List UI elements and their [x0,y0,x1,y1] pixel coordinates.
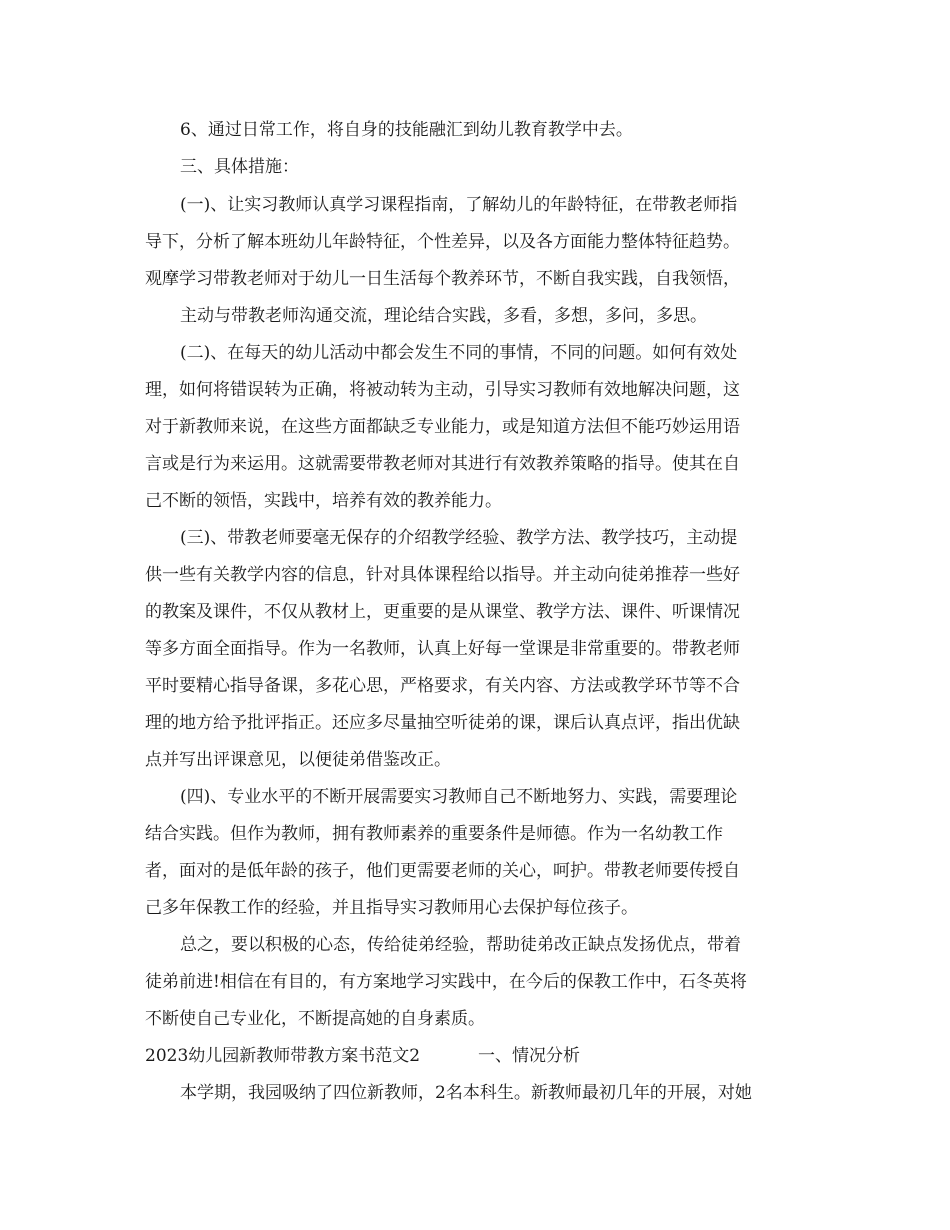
text-line: 不断使自己专业化，不断提高她的自身素质。 [145,1009,485,1029]
text-line: 结合实践。但作为教师，拥有教师素养的重要条件是师德。作为一名幼教工作 [145,824,723,844]
text-line: 总之，要以积极的心态，传给徒弟经验，帮助徒弟改正缺点发扬优点，带着 [180,935,741,955]
text-line: 者，面对的是低年龄的孩子，他们更需要老师的关心，呵护。带教老师要传授自 [145,861,740,881]
document-title: 2023幼儿园新教师带教方案书范文2 [145,1046,421,1066]
text-line: 观摩学习带教老师对于幼儿一日生活每个教养环节，不断自我实践，自我领悟， [145,269,740,289]
text-line: 导下，分析了解本班幼儿年龄特征，个性差异，以及各方面能力整体特征趋势。 [145,232,740,252]
text-line: 言或是行为来运用。这就需要带教老师对其进行有效教养策略的指导。使其在自 [145,454,740,474]
section-heading: 一、情况分析 [478,1046,580,1066]
text-line: (二)、在每天的幼儿活动中都会发生不同的事情，不同的问题。如何有效处 [180,343,738,363]
text-line: 徒弟前进!相信在有目的，有方案地学习实践中，在今后的保教工作中，石冬英将 [145,972,747,992]
text-line: 点并写出评课意见，以便徒弟借鉴改正。 [145,750,451,770]
text-line: 理，如何将错误转为正确，将被动转为主动，引导实习教师有效地解决问题，这 [145,380,740,400]
text-line: 己多年保教工作的经验，并且指导实习教师用心去保护每位孩子。 [145,898,638,918]
text-line: 6、通过日常工作，将自身的技能融汇到幼儿教育教学中去。 [180,120,633,140]
text-line: 对于新教师来说，在这些方面都缺乏专业能力，或是知道方法但不能巧妙运用语 [145,417,740,437]
text-line: 等多方面全面指导。作为一名教师，认真上好每一堂课是非常重要的。带教老师 [145,639,740,659]
text-line: 己不断的领悟，实践中，培养有效的教养能力。 [145,491,502,511]
text-line: 主动与带教老师沟通交流，理论结合实践，多看，多想，多问，多思。 [180,306,707,326]
text-line: 理的地方给予批评指正。还应多尽量抽空听徒弟的课，课后认真点评，指出优缺 [145,713,740,733]
section-heading: 三、具体措施： [180,157,299,177]
text-line: (一)、让实习教师认真学习课程指南，了解幼儿的年龄特征，在带教老师指 [180,195,738,215]
text-line: (四)、专业水平的不断开展需要实习教师自己不断地努力、实践，需要理论 [180,787,738,807]
text-line: 的教案及课件，不仅从教材上，更重要的是从课堂、教学方法、课件、听课情况 [145,602,740,622]
text-line: 本学期，我园吸纳了四位新教师，2名本科生。新教师最初几年的开展，对她 [180,1083,752,1103]
text-line: (三)、带教老师要毫无保存的介绍教学经验、教学方法、教学技巧，主动提 [180,528,738,548]
text-line: 平时要精心指导备课，多花心思，严格要求，有关内容、方法或教学环节等不合 [145,676,740,696]
text-line: 供一些有关教学内容的信息，针对具体课程给以指导。并主动向徒弟推荐一些好 [145,565,740,585]
